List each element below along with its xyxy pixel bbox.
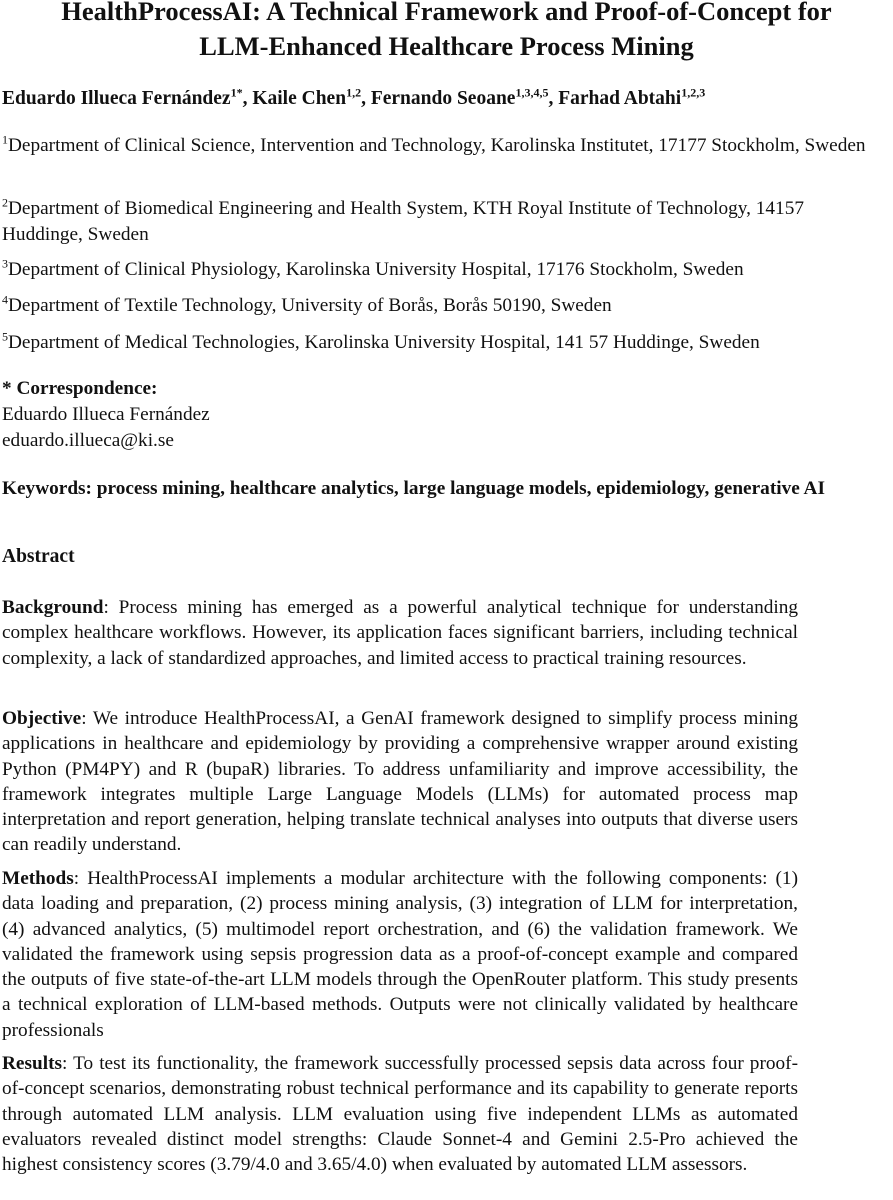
- objective-text: : We introduce HealthProcessAI, a GenAI framework designed to simplify process mining applications in healthcare and epidemiology by providing a comprehensive wrapper around existing Python (PM4PY) and R (bupaR) libraries. To address unfamiliarity and improve accessibility, the framework integrates multiple Large Language Models (LLMs) for automated process map interpretation and report generation, helping translate technical analyses into outputs that diverse users can readily understand.: [2, 708, 798, 856]
- results-text: : To test its functionality, the framework successfully processed sepsis data across four proof-of-concept scenarios, demonstrating robust technical performance and its capability to generate reports through automated LLM analysis. LLM evaluation using five independent LLMs as automated evaluators revealed distinct model strengths: Claude Sonnet-4 and Gemini 2.5-Pro achieved the highest consistency scores (3.79/4.0 and 3.65/4.0) when evaluated by automated LLM assessors.: [2, 1053, 798, 1176]
- objective-label: Objective: [2, 708, 82, 729]
- author-affiliation-marker: 1,2,3: [681, 85, 706, 100]
- author-separator: ,: [242, 88, 253, 109]
- abstract-objective: [2, 706, 798, 858]
- affiliation-3: [2, 257, 882, 283]
- affiliation-text: Department of Clinical Physiology, Karolinska University Hospital, 17176 Stockholm, Sweden: [8, 259, 744, 280]
- background-text: : Process mining has emerged as a powerful analytical technique for understanding complex healthcare workflows. However, its application faces significant barriers, including technical complexity, a lack of standardized approaches, and limited access to practical training resources.: [2, 597, 798, 669]
- author-separator: ,: [548, 88, 559, 109]
- affiliation-4: [2, 293, 882, 319]
- author-affiliation-marker: 1,3,4,5: [515, 85, 549, 100]
- abstract-results: [2, 1051, 798, 1177]
- author-list: [2, 85, 892, 110]
- affiliation-1: [2, 133, 882, 159]
- affiliation-5: [2, 330, 882, 356]
- correspondence-name: Eduardo Illueca Fernández: [2, 404, 210, 425]
- affiliation-number: 2: [2, 195, 8, 210]
- author-separator: ,: [361, 88, 371, 109]
- paper-title: [0, 0, 893, 64]
- correspondence-email: eduardo.illueca@ki.se: [2, 430, 174, 451]
- background-label: Background: [2, 597, 104, 618]
- affiliation-number: 5: [2, 329, 8, 344]
- affiliation-text: Department of Textile Technology, University of Borås, Borås 50190, Sweden: [8, 295, 612, 316]
- paper-title-line-1: HealthProcessAI: A Technical Framework and Proof-of-Concept for: [61, 0, 832, 26]
- author-name: Farhad Abtahi: [558, 88, 682, 109]
- affiliation-number: 3: [2, 256, 8, 271]
- author-affiliation-marker: 1*: [230, 85, 243, 100]
- author-name: Kaile Chen: [252, 88, 347, 109]
- author-name: Eduardo Illueca Fernández: [2, 88, 231, 109]
- keywords: Keywords: process mining, healthcare analytics, large language models, epidemiology, generative AI: [2, 478, 825, 499]
- correspondence-heading: * Correspondence:: [2, 378, 158, 399]
- correspondence-block: [2, 376, 210, 454]
- affiliation-2: [2, 196, 882, 248]
- affiliation-number: 1: [2, 132, 8, 147]
- affiliation-text: Department of Medical Technologies, Karolinska University Hospital, 141 57 Huddinge, Sweden: [8, 332, 760, 353]
- abstract-methods: [2, 866, 798, 1043]
- affiliation-text: Department of Biomedical Engineering and Health System, KTH Royal Institute of Technology, 14157 Huddinge, Sweden: [2, 198, 804, 245]
- author-name: Fernando Seoane: [370, 88, 516, 109]
- methods-text: : HealthProcessAI implements a modular architecture with the following components: (1) data loading and preparation, (2) process mining analysis, (3) integration of LLM for interpretation, (4) advanced analytics, (5) multimodel report orchestration, and (6) the validation framework. We validated the framework using sepsis progression data as a proof-of-concept example and compared the outputs of five state-of-the-art LLM models through the OpenRouter platform. This study presents a technical exploration of LLM-based methods. Outputs were not clinically validated by healthcare professionals: [2, 868, 798, 1041]
- results-label: Results: [2, 1053, 62, 1074]
- abstract-heading: Abstract: [2, 546, 75, 567]
- methods-label: Methods: [2, 868, 74, 889]
- abstract-background: [2, 595, 798, 671]
- author-affiliation-marker: 1,2: [346, 85, 362, 100]
- affiliation-number: 4: [2, 292, 8, 307]
- paper-title-line-2: LLM-Enhanced Healthcare Process Mining: [199, 31, 694, 61]
- affiliation-text: Department of Clinical Science, Intervention and Technology, Karolinska Institutet, 17177 Stockholm, Sweden: [8, 135, 866, 156]
